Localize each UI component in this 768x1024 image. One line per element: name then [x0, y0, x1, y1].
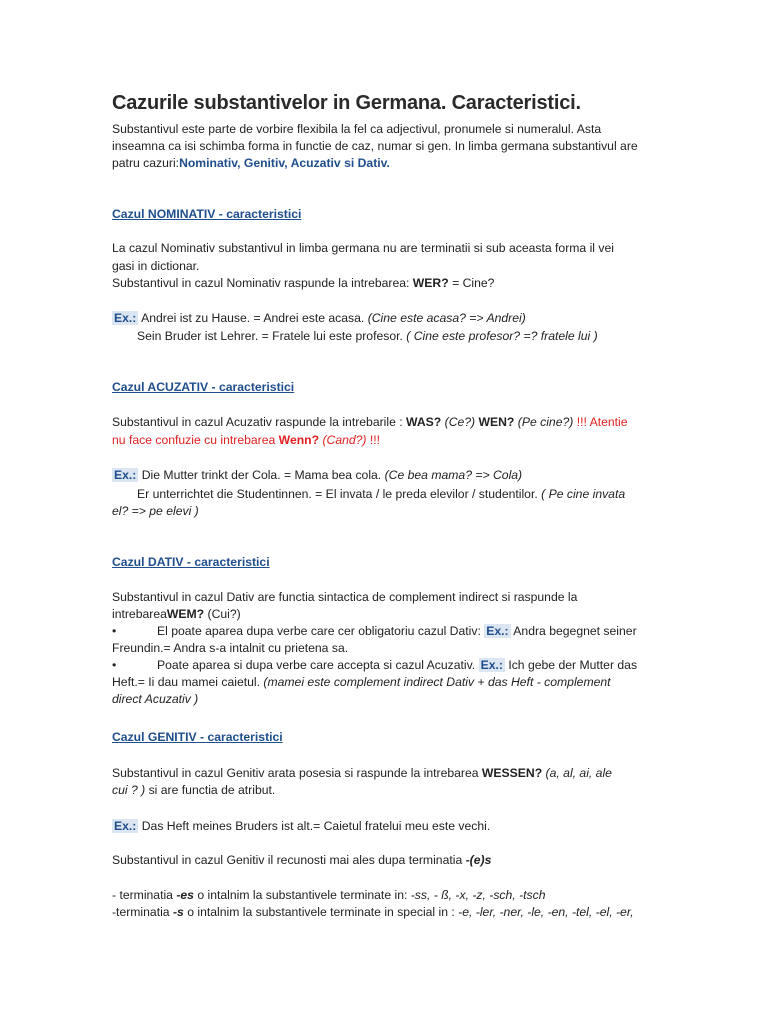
- genitiv-t1-list: -ss, - ß, -x, -z, -sch, -tsch: [410, 888, 546, 902]
- dativ-p1-line-1: Substantivul in cazul Dativ are functia sintactica de complement indirect si raspunde la: [112, 590, 578, 604]
- genitiv-termination-s: [112, 904, 634, 920]
- example-label: Ex.:: [114, 468, 137, 482]
- nominativ-p1-line-2: gasi in dictionar.: [112, 259, 200, 273]
- heading-dativ[interactable]: Cazul DATIV - caracteristici: [112, 555, 270, 569]
- intro-line-3: [112, 155, 390, 171]
- genitiv-t2-list: -e, -ler, -ner, -le, -en, -tel, -el, -er,: [458, 905, 634, 919]
- bullet-icon: •: [112, 624, 117, 638]
- dativ-bullet-1: [112, 623, 637, 639]
- genitiv-function-text: si are functia de atribut.: [145, 783, 276, 797]
- dativ-bullet-2-cont-2: direct Acuzativ ): [112, 692, 199, 706]
- genitiv-termination: -(e)s: [465, 853, 492, 867]
- dativ-bullet-2-cont: [112, 674, 611, 690]
- heading-acuzativ[interactable]: Cazul ACUZATIV - caracteristici: [112, 380, 295, 394]
- nominativ-question-line: [112, 275, 494, 291]
- nominativ-p1-line-1: La cazul Nominativ substantivul in limba germana nu are terminatii si sub aceasta forma il vei: [112, 241, 614, 255]
- acuzativ-warning-meaning: (Cand?): [319, 433, 367, 447]
- dativ-bullet-1-cont: Freundin.= Andra s-a intalnit cu prietena sa.: [112, 641, 349, 655]
- dativ-bullet-2-cont-text: Heft.= Ii dau mamei caietul.: [112, 675, 264, 689]
- nominativ-ex1-text: Andrei ist zu Hause. = Andrei este acasa.: [138, 311, 368, 325]
- acuzativ-warning-line: [112, 432, 380, 448]
- nominativ-question-word: WER?: [412, 276, 449, 290]
- dativ-bullet-1-text: El poate aparea dupa verbe care cer obligatoriu cazul Dativ:: [157, 624, 485, 638]
- acuzativ-ex1-note: (Ce bea mama? => Cola): [384, 468, 523, 482]
- genitiv-t1-pre: - terminatia: [112, 888, 177, 902]
- dativ-question-text: intrebarea: [112, 607, 167, 621]
- dativ-question-word: WEM?: [166, 607, 205, 621]
- intro-line-3-text: patru cazuri:: [112, 156, 180, 170]
- genitiv-t2-post: o intalnim la substantivele terminate in special in :: [183, 905, 459, 919]
- bullet-icon: •: [112, 658, 117, 672]
- acuzativ-q-wen-meaning: (Pe cine?): [514, 415, 577, 429]
- nominativ-ex2-note: ( Cine este profesor? =? fratele lui ): [406, 329, 598, 343]
- genitiv-example-1: [112, 818, 490, 834]
- genitiv-question-word: WESSEN?: [481, 766, 543, 780]
- genitiv-t1-post: o intalnim la substantivele terminate in:: [193, 888, 411, 902]
- page-title: Cazurile substantivelor in Germana. Caracteristici.: [112, 92, 581, 114]
- acuzativ-warning-word: Wenn?: [278, 433, 320, 447]
- genitiv-question-text: Substantivul in cazul Genitiv arata posesia si raspunde la intrebarea: [112, 766, 482, 780]
- genitiv-question-line: [112, 765, 612, 781]
- genitiv-termination-text: Substantivul in cazul Genitiv il recunosti mai ales dupa terminatia: [112, 853, 466, 867]
- nominativ-question-meaning: = Cine?: [448, 276, 495, 290]
- nominativ-example-1: [112, 310, 526, 326]
- genitiv-question-cont: [112, 782, 275, 798]
- genitiv-termination-line: [112, 852, 491, 868]
- dativ-bullet-1-example: Andra begegnet seiner: [510, 624, 637, 638]
- intro-line-2: inseamna ca isi schimba forma in functie de caz, numar si gen. In limba germana substantivul are: [112, 139, 638, 153]
- dativ-question-meaning: (Cui?): [204, 607, 241, 621]
- genitiv-termination-es: [112, 887, 546, 903]
- dativ-bullet-2: [112, 657, 637, 673]
- example-label: Ex.:: [114, 819, 137, 833]
- acuzativ-example-2-cont: el? => pe elevi ): [112, 504, 199, 518]
- acuzativ-ex2-note: ( Pe cine invata: [541, 487, 626, 501]
- dativ-bullet-2-text: Poate aparea si dupa verbe care accepta si cazul Acuzativ.: [157, 658, 479, 672]
- nominativ-ex2-text: Sein Bruder ist Lehrer. = Fratele lui este profesor.: [137, 329, 407, 343]
- dativ-question-line: [112, 606, 241, 622]
- heading-nominativ[interactable]: Cazul NOMINATIV - caracteristici: [112, 207, 302, 221]
- dativ-bullet-2-example: Ich gebe der Mutter das: [504, 658, 638, 672]
- genitiv-t2-term: -s: [172, 905, 184, 919]
- acuzativ-q-was-meaning: (Ce?): [441, 415, 479, 429]
- intro-line-1: Substantivul este parte de vorbire flexibila la fel ca adjectivul, pronumele si numeralul. Asta: [112, 122, 602, 136]
- acuzativ-question-line: [112, 414, 628, 430]
- nominativ-question-text: Substantivul in cazul Nominativ raspunde la intrebarea:: [112, 276, 413, 290]
- genitiv-t2-pre: -terminatia: [112, 905, 173, 919]
- acuzativ-example-1: [112, 467, 522, 483]
- acuzativ-example-2: [137, 486, 625, 502]
- genitiv-question-meaning: (a, al, ai, ale: [542, 766, 612, 780]
- genitiv-question-meaning-cont: cui ? ): [112, 783, 146, 797]
- heading-genitiv[interactable]: Cazul GENITIV - caracteristici: [112, 730, 283, 744]
- nominativ-example-2: [137, 328, 598, 344]
- example-label: Ex.:: [486, 624, 509, 638]
- nominativ-ex1-note: (Cine este acasa? => Andrei): [367, 311, 526, 325]
- example-label: Ex.:: [480, 658, 503, 672]
- dativ-bullet-2-note: (mamei este complement indirect Dativ + das Heft - complement: [263, 675, 611, 689]
- example-label: Ex.:: [114, 311, 137, 325]
- acuzativ-q-wen: WEN?: [478, 415, 515, 429]
- acuzativ-ex1-text: Die Mutter trinkt der Cola. = Mama bea cola.: [138, 468, 385, 482]
- acuzativ-question-text: Substantivul in cazul Acuzativ raspunde la intrebarile :: [112, 415, 407, 429]
- genitiv-ex1-text: Das Heft meines Bruders ist alt.= Caietul fratelui meu este vechi.: [138, 819, 491, 833]
- intro-cases: Nominativ, Genitiv, Acuzativ si Dativ.: [179, 156, 390, 170]
- genitiv-t1-term: -es: [176, 888, 194, 902]
- acuzativ-warning-start: !!! Atentie: [576, 415, 628, 429]
- acuzativ-q-was: WAS?: [406, 415, 442, 429]
- acuzativ-warning-text: nu face confuzie cu intrebarea: [112, 433, 279, 447]
- acuzativ-warning-end: !!!: [366, 433, 381, 447]
- acuzativ-ex2-text: Er unterrichtet die Studentinnen. = El invata / le preda elevilor / studentilor.: [137, 487, 542, 501]
